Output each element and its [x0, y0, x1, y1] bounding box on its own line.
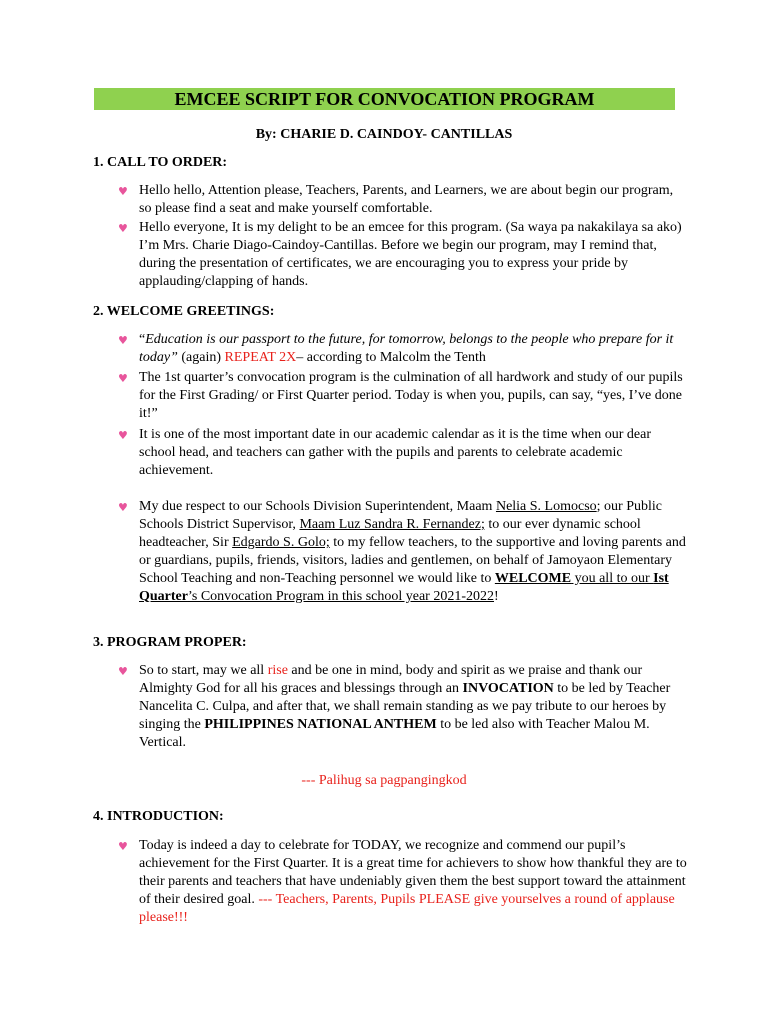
text-run: you all to our [571, 571, 654, 586]
quote-text: Education is our passport to the future, for tomorrow, belongs to the people who prepare for it today” [139, 332, 674, 365]
headteacher-name: Edgardo S. Golo; [232, 535, 330, 550]
text-run: to be led also with Teacher Malou M. Vertical. [139, 717, 650, 750]
heart-icon: ♥ [118, 429, 128, 442]
text-run: and be one in mind, body and spirit as we praise and thank our Almighty God for all his graces and blessings through an [139, 663, 643, 696]
text-run: to our ever dynamic school headteacher, Sir [139, 517, 641, 550]
heading-welcome-greetings: 2. WELCOME GREETINGS: [93, 304, 275, 319]
text-run: Today is indeed a day to celebrate for TODAY, we recognize and commend our pupil’s achievement for the First Quarter. It is a great time for achievers to show how thankful they are to their parents and teachers that have undeniably given them the best support toward the attainment of their desired goal. [139, 838, 687, 907]
heart-icon: ♥ [118, 840, 128, 853]
heart-icon: ♥ [118, 665, 128, 678]
text-run: ; our Public Schools District Supervisor, [139, 499, 663, 532]
invocation-word: INVOCATION [462, 681, 554, 696]
document-title: EMCEE SCRIPT FOR CONVOCATION PROGRAM [174, 89, 595, 109]
heart-icon: ♥ [118, 222, 128, 235]
byline: By: CHARIE D. CAINDOY- CANTILLAS [255, 127, 513, 142]
list-item: Hello hello, Attention please, Teachers, Parents, and Learners, we are about begin our program, so please find a seat and make yourself comfortable. [139, 183, 674, 216]
quote-open: “ [139, 332, 146, 347]
text-run: to my fellow teachers, to the supportive and loving parents and or guardians, pupils, friends, visitors, ladies and gentlemen, on behalf of Jamoyaon Elementary School Teaching and non-Teaching personnel we would like to [139, 535, 686, 586]
psds-name: Maam Luz Sandra R. Fernandez; [299, 517, 485, 532]
repeat-note: REPEAT 2X [224, 350, 297, 365]
heart-icon: ♥ [118, 185, 128, 198]
applause-note: --- Teachers, Parents, Pupils PLEASE give yourselves a round of applause please!!! [139, 892, 675, 925]
heading-introduction: 4. INTRODUCTION: [93, 809, 224, 824]
list-item: Hello everyone, It is my delight to be an emcee for this program. (Sa waya pa nakakilaya sa ako) I’m Mrs. Charie Diago-Caindoy-Cantillas. Before we begin our program, may I remind that, during the presentation of certificates, we are encouraging you to express your pride by applauding/clapping of hands. [139, 220, 682, 289]
list-item-respect [139, 498, 687, 606]
heart-icon: ♥ [118, 501, 128, 514]
quote-source: – according to Malcolm the Tenth [296, 350, 486, 365]
quarter-word: Ist Quarter [139, 571, 669, 604]
sit-down-note: --- Palihug sa pagpangingkod [301, 773, 467, 788]
text-run: So to start, may we all [139, 663, 268, 678]
quote-again: (again) [177, 350, 225, 365]
welcome-word: WELCOME [494, 571, 572, 586]
list-item-quote [139, 331, 687, 367]
text-run: ! [494, 589, 499, 604]
rise-word: rise [267, 663, 288, 678]
sds-name: Nelia S. Lomocso [495, 499, 597, 514]
heading-program-proper: 3. PROGRAM PROPER: [93, 635, 247, 650]
text-run: to be led by Teacher Nancelita C. Culpa, and after that, we shall remain standing as we pay tribute to our heroes by singing the [139, 681, 671, 732]
list-item-introduction [139, 837, 687, 927]
anthem-words: PHILIPPINES NATIONAL ANTHEM [204, 717, 437, 732]
list-item-program [139, 662, 687, 752]
list-item: The 1st quarter’s convocation program is the culmination of all hardwork and study of our pupils for the First Grading/ or First Quarter period. Today is when you, pupils, can say, “yes, I’ve done it!” [139, 370, 683, 421]
text-run: ’s Convocation Program in this school year 2021-2022 [187, 589, 495, 604]
heart-icon: ♥ [118, 334, 128, 347]
list-item: It is one of the most important date in our academic calendar as it is the time when our dear school head, and teachers can gather with the pupils and parents to celebrate academic achievement. [139, 427, 651, 478]
heading-call-to-order: 1. CALL TO ORDER: [93, 155, 228, 170]
text-run: My due respect to our Schools Division Superintendent, Maam [139, 499, 496, 514]
heart-icon: ♥ [118, 372, 128, 385]
